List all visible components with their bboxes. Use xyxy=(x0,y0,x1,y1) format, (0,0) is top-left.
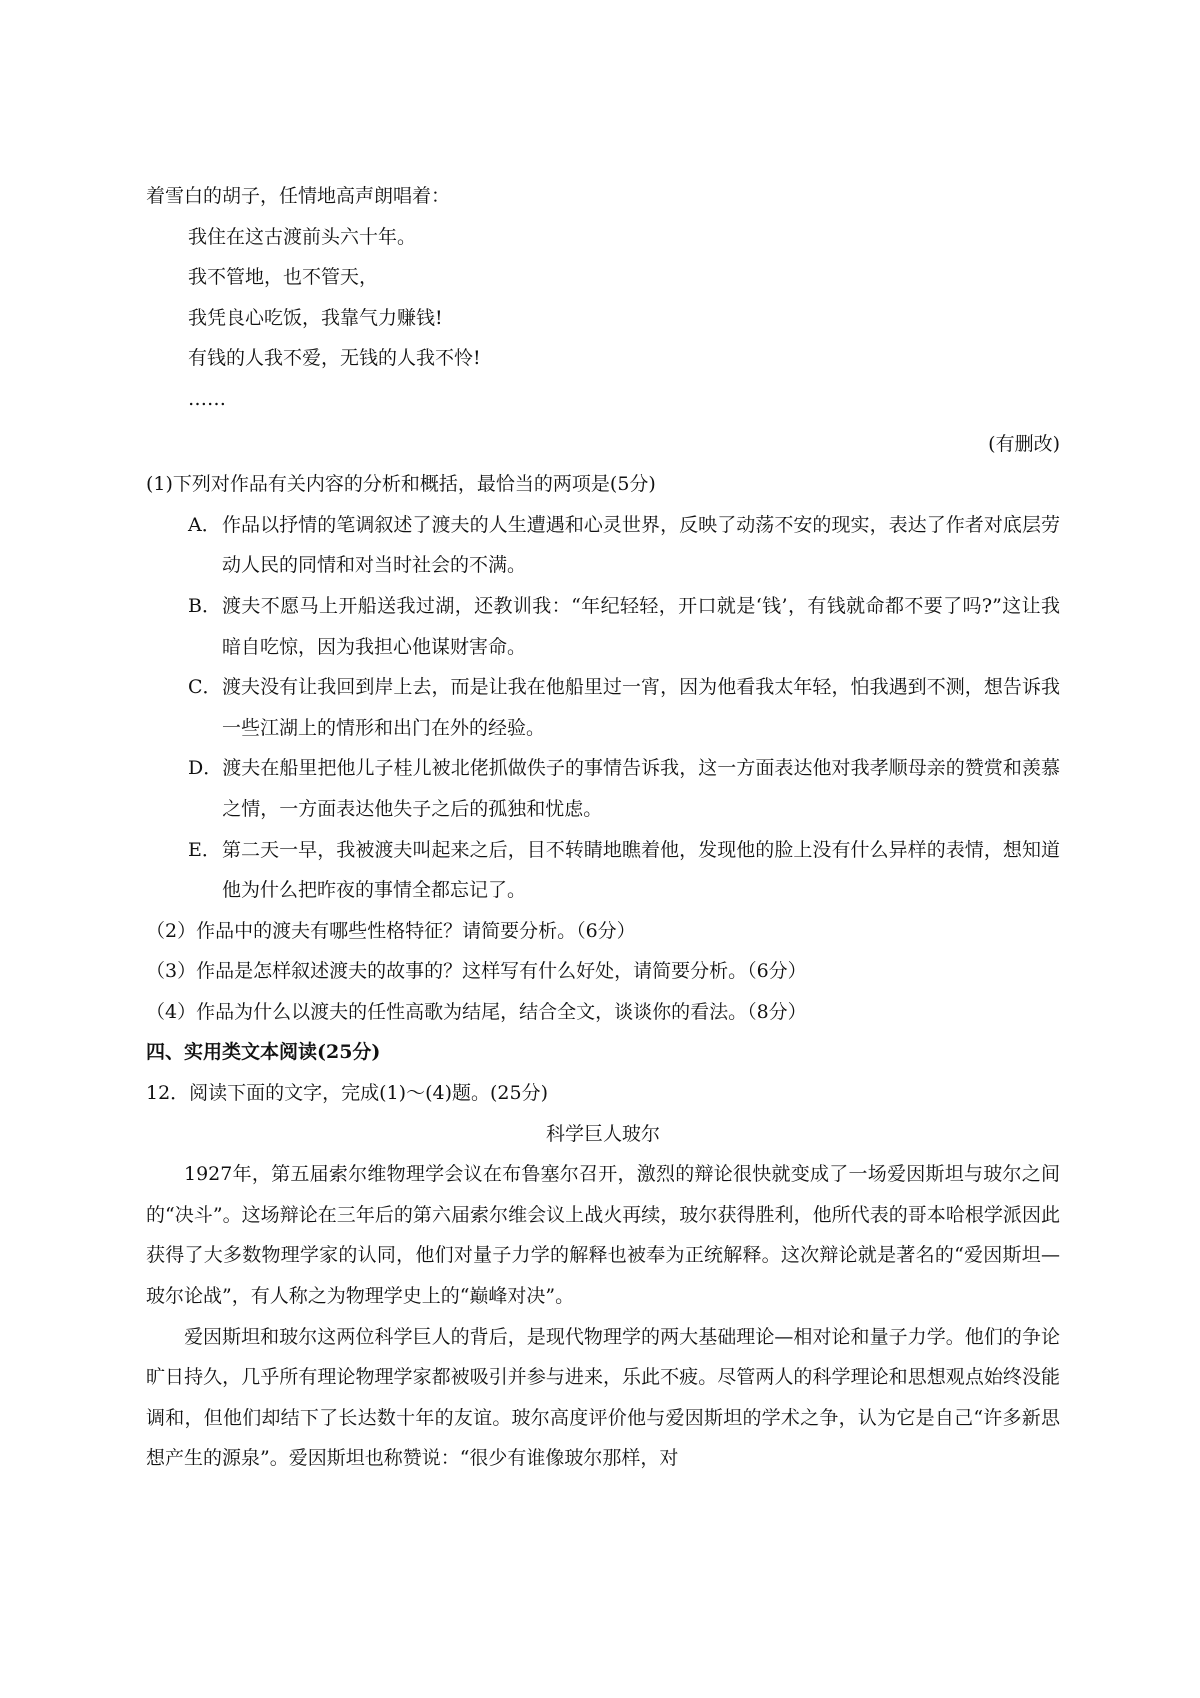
option-text: 作品以抒情的笔调叙述了渡夫的人生遭遇和心灵世界，反映了动荡不安的现实，表达了作者对底层劳动人民的同情和对当时社会的不满。 xyxy=(222,513,1060,577)
option-letter: B． xyxy=(188,594,221,617)
option-b xyxy=(146,586,1060,667)
option-d xyxy=(146,748,1060,829)
option-letter: A． xyxy=(188,513,221,536)
poem-line: 我住在这古渡前头六十年。 xyxy=(188,225,417,248)
poem-ellipsis: …… xyxy=(188,387,226,410)
option-letter: C． xyxy=(188,676,222,699)
article-paragraph: 1927年，第五届索尔维物理学会议在布鲁塞尔召开，激烈的辩论很快就变成了一场爱因斯坦与玻尔之间的“决斗”。这场辩论在三年后的第六届索尔维会议上战火再续，玻尔获得胜利，他所代表的哥本哈根学派因此获得了大多数物理学家的认同，他们对量子力学的解释也被奉为正统解释。这次辩论就是著名的“爱因斯坦—玻尔论战”，有人称之为物理学史上的“巅峰对决”。 xyxy=(146,1163,1060,1308)
poem xyxy=(146,217,1060,420)
option-a xyxy=(146,505,1060,586)
article-paragraph: 爱因斯坦和玻尔这两位科学巨人的背后，是现代物理学的两大基础理论—相对论和量子力学。他们的争论旷日持久，几乎所有理论物理学家都被吸引并参与进来，乐此不疲。尽管两人的科学理论和思想观点始终没能调和，但他们却结下了长达数十年的友谊。玻尔高度评价他与爱因斯坦的学术之争，认为它是自己“许多新思想产生的源泉”。爱因斯坦也称赞说：“很少有谁像玻尔那样，对 xyxy=(146,1325,1060,1470)
question-4: （4）作品为什么以渡夫的任性高歌为结尾，结合全文，谈谈你的看法。（8分） xyxy=(146,1000,807,1023)
section-heading: 四、实用类文本阅读(25分) xyxy=(146,1041,381,1064)
option-text: 渡夫在船里把他儿子桂儿被北佬抓做佚子的事情告诉我，这一方面表达他对我孝顺母亲的赞赏和羡慕之情，一方面表达他失子之后的孤独和忧虑。 xyxy=(222,757,1060,820)
option-letter: D． xyxy=(188,757,223,780)
poem-line: 我凭良心吃饭，我靠气力赚钱! xyxy=(188,306,443,329)
option-text: 第二天一早，我被渡夫叫起来之后，目不转睛地瞧着他，发现他的脸上没有什么异样的表情，想知道他为什么把昨夜的事情全都忘记了。 xyxy=(222,838,1060,902)
question-2: （2）作品中的渡夫有哪些性格特征？请简要分析。（6分） xyxy=(146,919,636,942)
question-3: （3）作品是怎样叙述渡夫的故事的？这样写有什么好处，请简要分析。（6分） xyxy=(146,960,807,983)
question-1-stem: (1)下列对作品有关内容的分析和概括，最恰当的两项是(5分) xyxy=(146,473,656,496)
option-c xyxy=(146,667,1060,748)
option-text: 渡夫不愿马上开船送我过湖，还教训我：“年纪轻轻，开口就是‘钱’，有钱就命都不要了吗?”这让我暗自吃惊，因为我担心他谋财害命。 xyxy=(222,594,1060,658)
document-page xyxy=(146,176,1060,1479)
poem-line: 我不管地，也不管天， xyxy=(188,266,379,289)
source-note: (有删改) xyxy=(988,432,1060,455)
article-title: 科学巨人玻尔 xyxy=(545,1122,660,1145)
option-letter: E． xyxy=(188,838,221,861)
opening-line: 着雪白的胡子，任情地高声朗唱着： xyxy=(146,185,451,207)
question-12-stem: 12．阅读下面的文字，完成(1)～(4)题。(25分) xyxy=(146,1082,549,1105)
option-e xyxy=(146,830,1060,911)
poem-line: 有钱的人我不爱，无钱的人我不怜! xyxy=(188,347,481,370)
option-text: 渡夫没有让我回到岸上去，而是让我在他船里过一宵，因为他看我太年轻，怕我遇到不测，想告诉我一些江湖上的情形和出门在外的经验。 xyxy=(222,676,1060,739)
